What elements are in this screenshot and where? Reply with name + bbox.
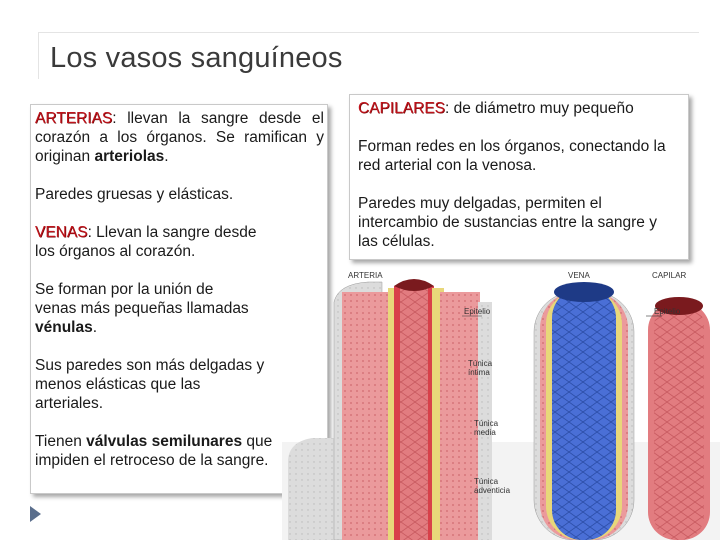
- label-tunica-intima-line1: Túnica: [468, 359, 493, 368]
- label-vena: VENA: [568, 271, 590, 280]
- arterias-definition: llevan la sangre desde el corazón a los órganos. Se ramifican y originan: [35, 110, 324, 165]
- vein-drawing: [534, 282, 634, 540]
- label-tunica-adventicia-line2: adventicia: [474, 486, 511, 495]
- label-epitelio-artery: Epitelio: [464, 307, 491, 316]
- label-tunica-media-line1: Túnica: [474, 419, 499, 428]
- label-tunica-intima-line2: íntima: [468, 368, 490, 377]
- label-tunica-media-line2: media: [474, 428, 496, 437]
- venas-valves-end: que impiden el retroceso de la sangre.: [35, 433, 273, 469]
- venulas-term: vénulas: [35, 319, 93, 336]
- arterias-end: .: [164, 148, 169, 165]
- capilares-term: CAPILARES: [358, 100, 446, 117]
- capilares-colon: :: [445, 100, 450, 117]
- capilares-networks: Forman redes en los órganos, conectando la red arterial con la venosa.: [358, 138, 666, 174]
- blood-vessels-illustration: [282, 262, 720, 540]
- label-tunica-adventicia-line1: Túnica: [474, 477, 499, 486]
- capillary-drawing: [648, 297, 710, 540]
- capilares-paragraph: [358, 99, 684, 118]
- venas-valves-text: Tienen: [35, 433, 87, 450]
- venas-valves: [35, 432, 280, 470]
- capilares-walls: Paredes muy delgadas, permiten el intercambio de sustancias entre la sangre y las células.: [358, 195, 657, 250]
- venas-colon: :: [87, 224, 92, 241]
- arterias-walls: Paredes gruesas y elásticas.: [35, 186, 234, 203]
- arterias-colon: :: [112, 110, 117, 127]
- venas-term: VENAS: [35, 224, 88, 241]
- arterias-term: ARTERIAS: [35, 110, 113, 127]
- valvulas-term: válvulas semilunares: [86, 433, 243, 450]
- venas-walls: Sus paredes son más delgadas y menos elásticas que las arteriales.: [35, 357, 265, 412]
- capilares-box: [349, 94, 689, 260]
- label-capilar: CAPILAR: [652, 271, 687, 280]
- slide-title: Los vasos sanguíneos: [50, 42, 343, 74]
- venas-origin-text: Se forman por la unión de venas más pequeñas llamadas: [35, 281, 249, 317]
- venas-origin: [35, 280, 250, 337]
- next-slide-arrow-icon[interactable]: [30, 506, 41, 522]
- venas-definition: Llevan la sangre desde los órganos al corazón.: [35, 224, 257, 260]
- arteriolas-term: arteriolas: [94, 148, 165, 165]
- capilares-definition: de diámetro muy pequeño: [449, 100, 634, 117]
- venas-paragraph: [35, 223, 280, 261]
- label-arteria: ARTERIA: [348, 271, 383, 280]
- artery-drawing: [288, 279, 492, 540]
- label-epitelio-capillary: Epitelio: [654, 307, 681, 316]
- venas-origin-end: .: [92, 319, 98, 336]
- arterias-paragraph: [35, 109, 324, 166]
